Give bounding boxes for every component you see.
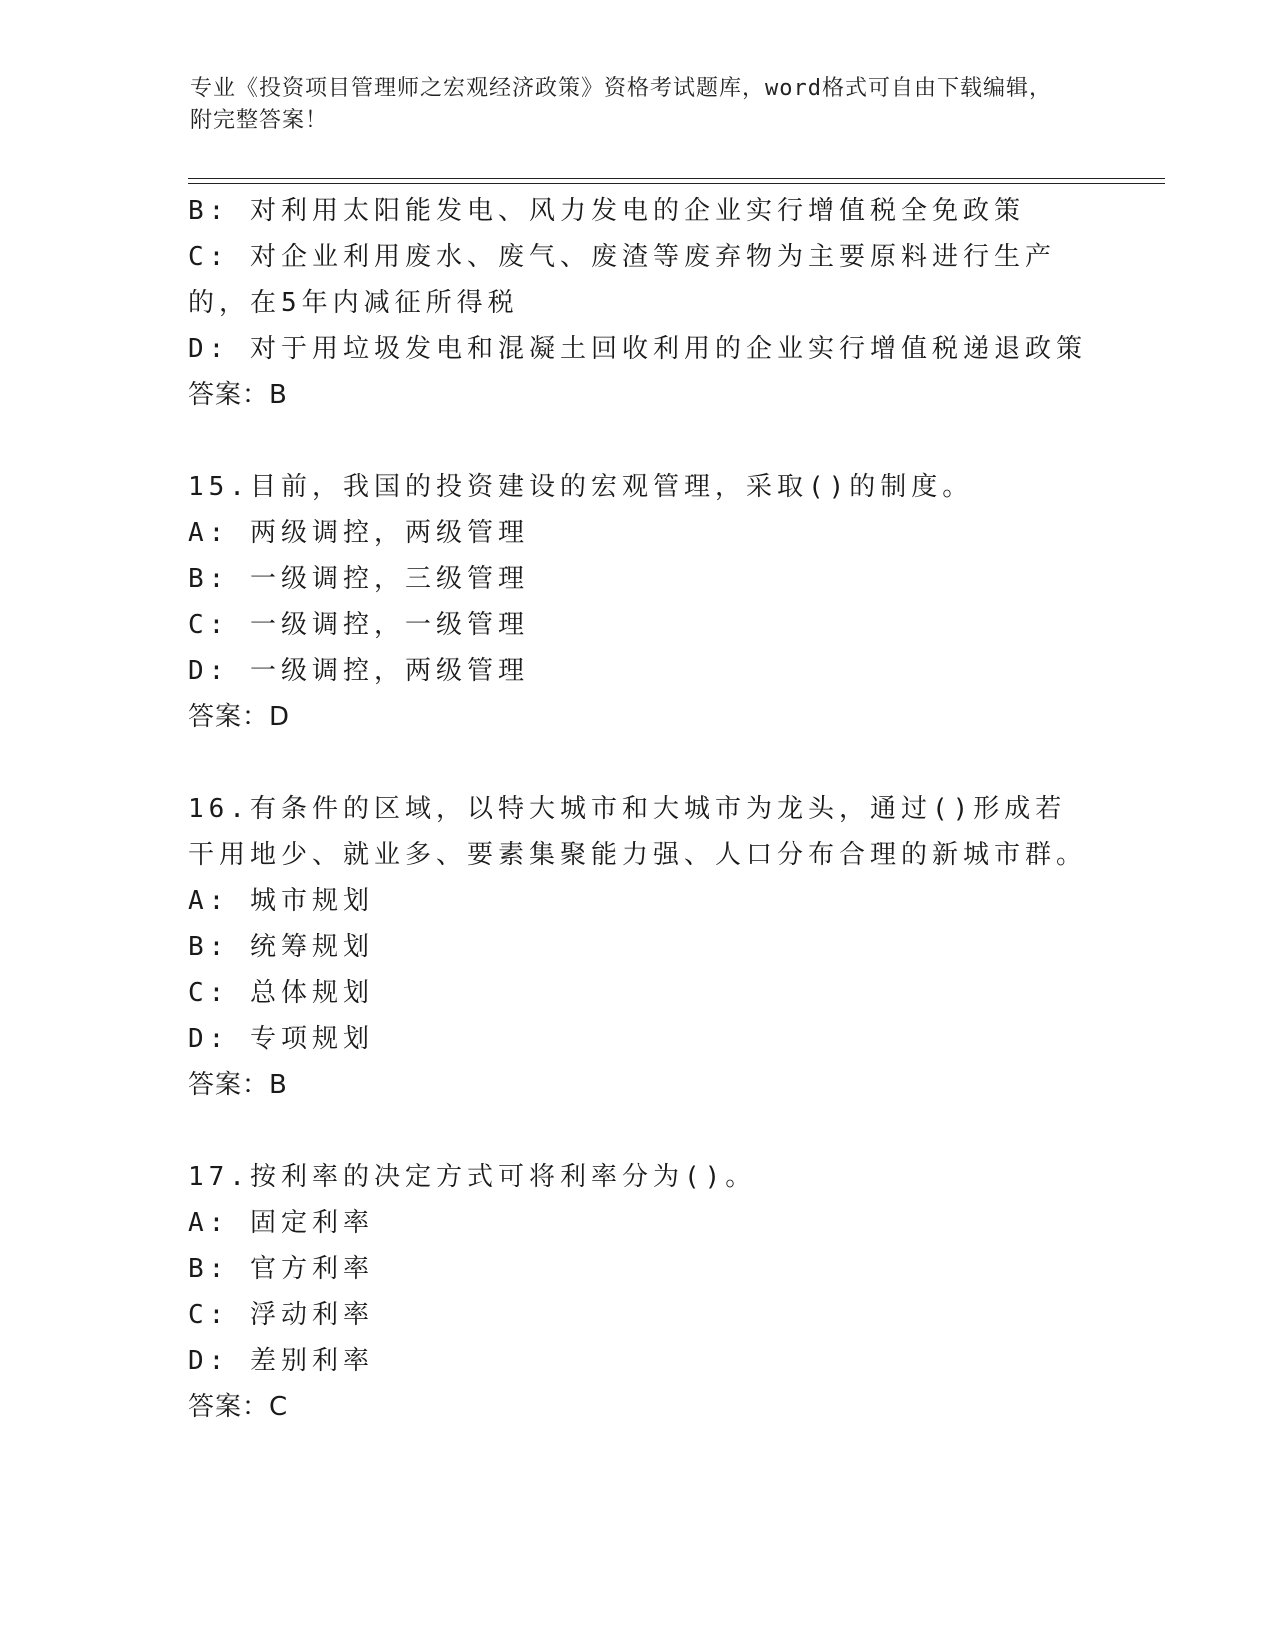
option-c: C: 对企业利用废水、废气、废渣等废弃物为主要原料进行生产的，在5年内减征所得税 (188, 242, 1056, 318)
question-content (188, 188, 1088, 1430)
option-d: D: 差别利率 (188, 1346, 374, 1376)
answer: 答案：B (188, 380, 288, 410)
question-stem: 15.目前，我国的投资建设的宏观管理，采取()的制度。 (188, 472, 974, 502)
option-a: A: 固定利率 (188, 1208, 374, 1238)
header-divider-top (188, 178, 1165, 179)
question-15 (188, 464, 1088, 740)
answer: 答案：C (188, 1392, 289, 1422)
option-a: A: 城市规划 (188, 886, 374, 916)
header-divider-bottom (188, 183, 1165, 184)
answer: 答案：B (188, 1070, 288, 1100)
option-c: C: 浮动利率 (188, 1300, 374, 1330)
question-stem: 16.有条件的区域，以特大城市和大城市为龙头，通过()形成若干用地少、就业多、要素集聚能力强、人口分布合理的新城市群。 (188, 794, 1088, 870)
answer: 答案：D (188, 702, 291, 732)
question-stem: 17.按利率的决定方式可将利率分为()。 (188, 1162, 757, 1192)
option-a: A: 两级调控，两级管理 (188, 518, 529, 548)
question-16 (188, 786, 1088, 1108)
option-c: C: 一级调控，一级管理 (188, 610, 529, 640)
option-c: C: 总体规划 (188, 978, 374, 1008)
question-17 (188, 1154, 1088, 1430)
option-b: B: 一级调控，三级管理 (188, 564, 529, 594)
document-header: 专业《投资项目管理师之宏观经济政策》资格考试题库，word格式可自由下载编辑，附完整答案！ (190, 76, 1052, 133)
continued-question (188, 188, 1088, 418)
option-d: D: 一级调控，两级管理 (188, 656, 529, 686)
option-b: B: 官方利率 (188, 1254, 374, 1284)
option-b: B: 对利用太阳能发电、风力发电的企业实行增值税全免政策 (188, 196, 1025, 226)
option-d: D: 对于用垃圾发电和混凝土回收利用的企业实行增值税递退政策 (188, 334, 1087, 364)
option-d: D: 专项规划 (188, 1024, 374, 1054)
option-b: B: 统筹规划 (188, 932, 374, 962)
